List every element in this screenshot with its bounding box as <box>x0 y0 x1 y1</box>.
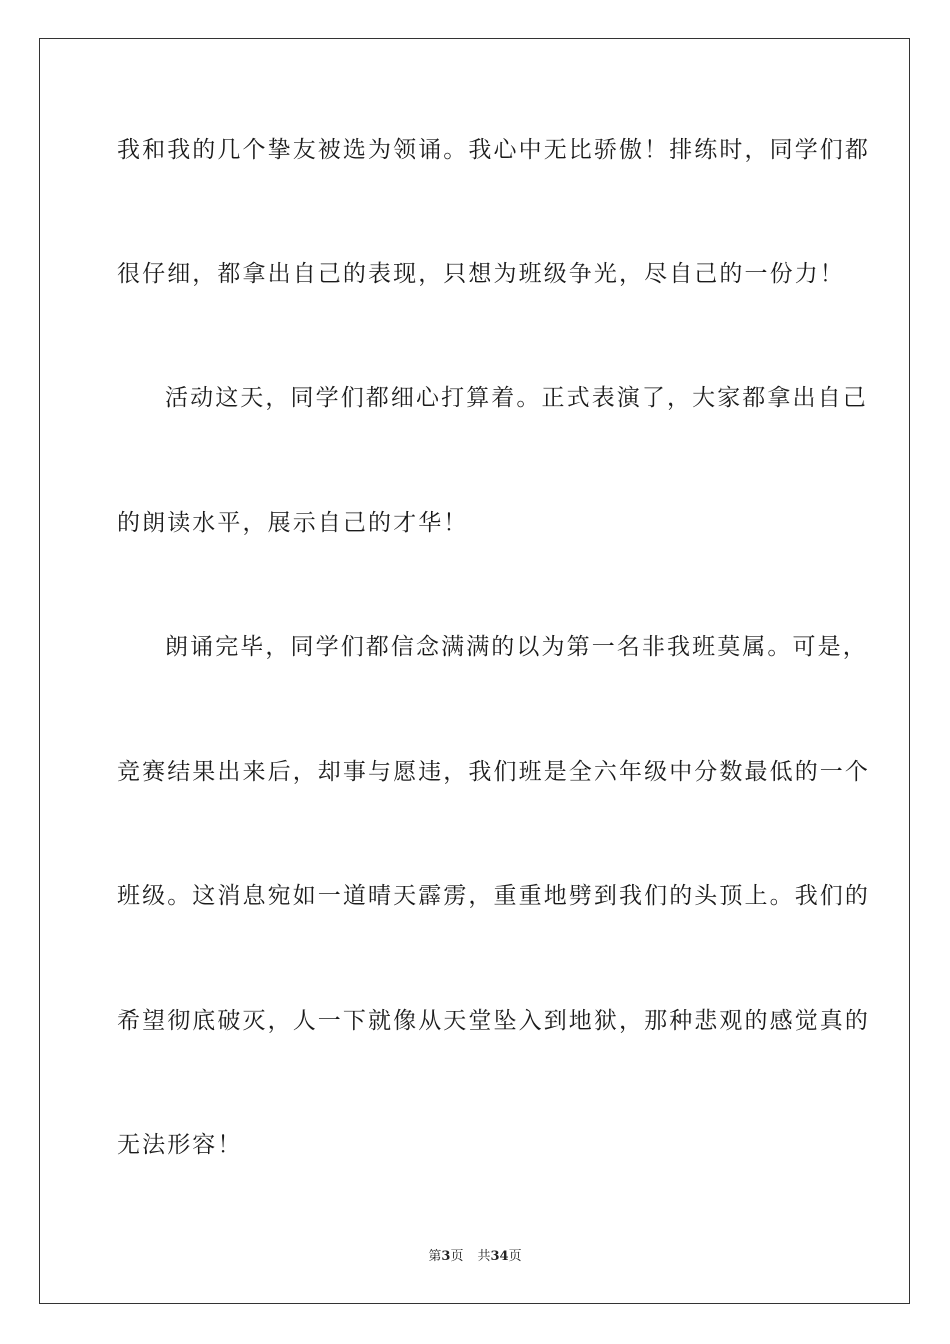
body-text-line-7: 班级。这消息宛如一道晴天霹雳，重重地劈到我们的头顶上。我们的 <box>117 883 870 909</box>
page-prefix: 第 <box>428 1249 442 1264</box>
body-text-line-3: 活动这天，同学们都细心打算着。正式表演了，大家都拿出自己 <box>165 385 868 411</box>
total-page-number: 34 <box>490 1249 509 1264</box>
body-text-line-9: 无法形容！ <box>117 1132 243 1158</box>
total-prefix: 共 <box>477 1249 491 1264</box>
body-text-line-2: 很仔细，都拿出自己的表现，只想为班级争光，尽自己的一份力！ <box>117 261 845 287</box>
page-border <box>39 38 910 1304</box>
page-suffix: 页 <box>450 1249 464 1264</box>
page-footer <box>0 1248 950 1266</box>
body-text-line-1: 我和我的几个挚友被选为领诵。我心中无比骄傲！排练时，同学们都 <box>117 137 870 163</box>
current-page-number: 3 <box>441 1249 451 1264</box>
body-text-line-6: 竞赛结果出来后，却事与愿违，我们班是全六年级中分数最低的一个 <box>117 759 870 785</box>
body-text-line-4: 的朗读水平，展示自己的才华！ <box>117 510 469 536</box>
total-suffix: 页 <box>508 1249 522 1264</box>
body-text-line-5: 朗诵完毕，同学们都信念满满的以为第一名非我班莫属。可是， <box>165 634 868 660</box>
body-text-line-8: 希望彻底破灭，人一下就像从天堂坠入到地狱，那种悲观的感觉真的 <box>117 1008 870 1034</box>
